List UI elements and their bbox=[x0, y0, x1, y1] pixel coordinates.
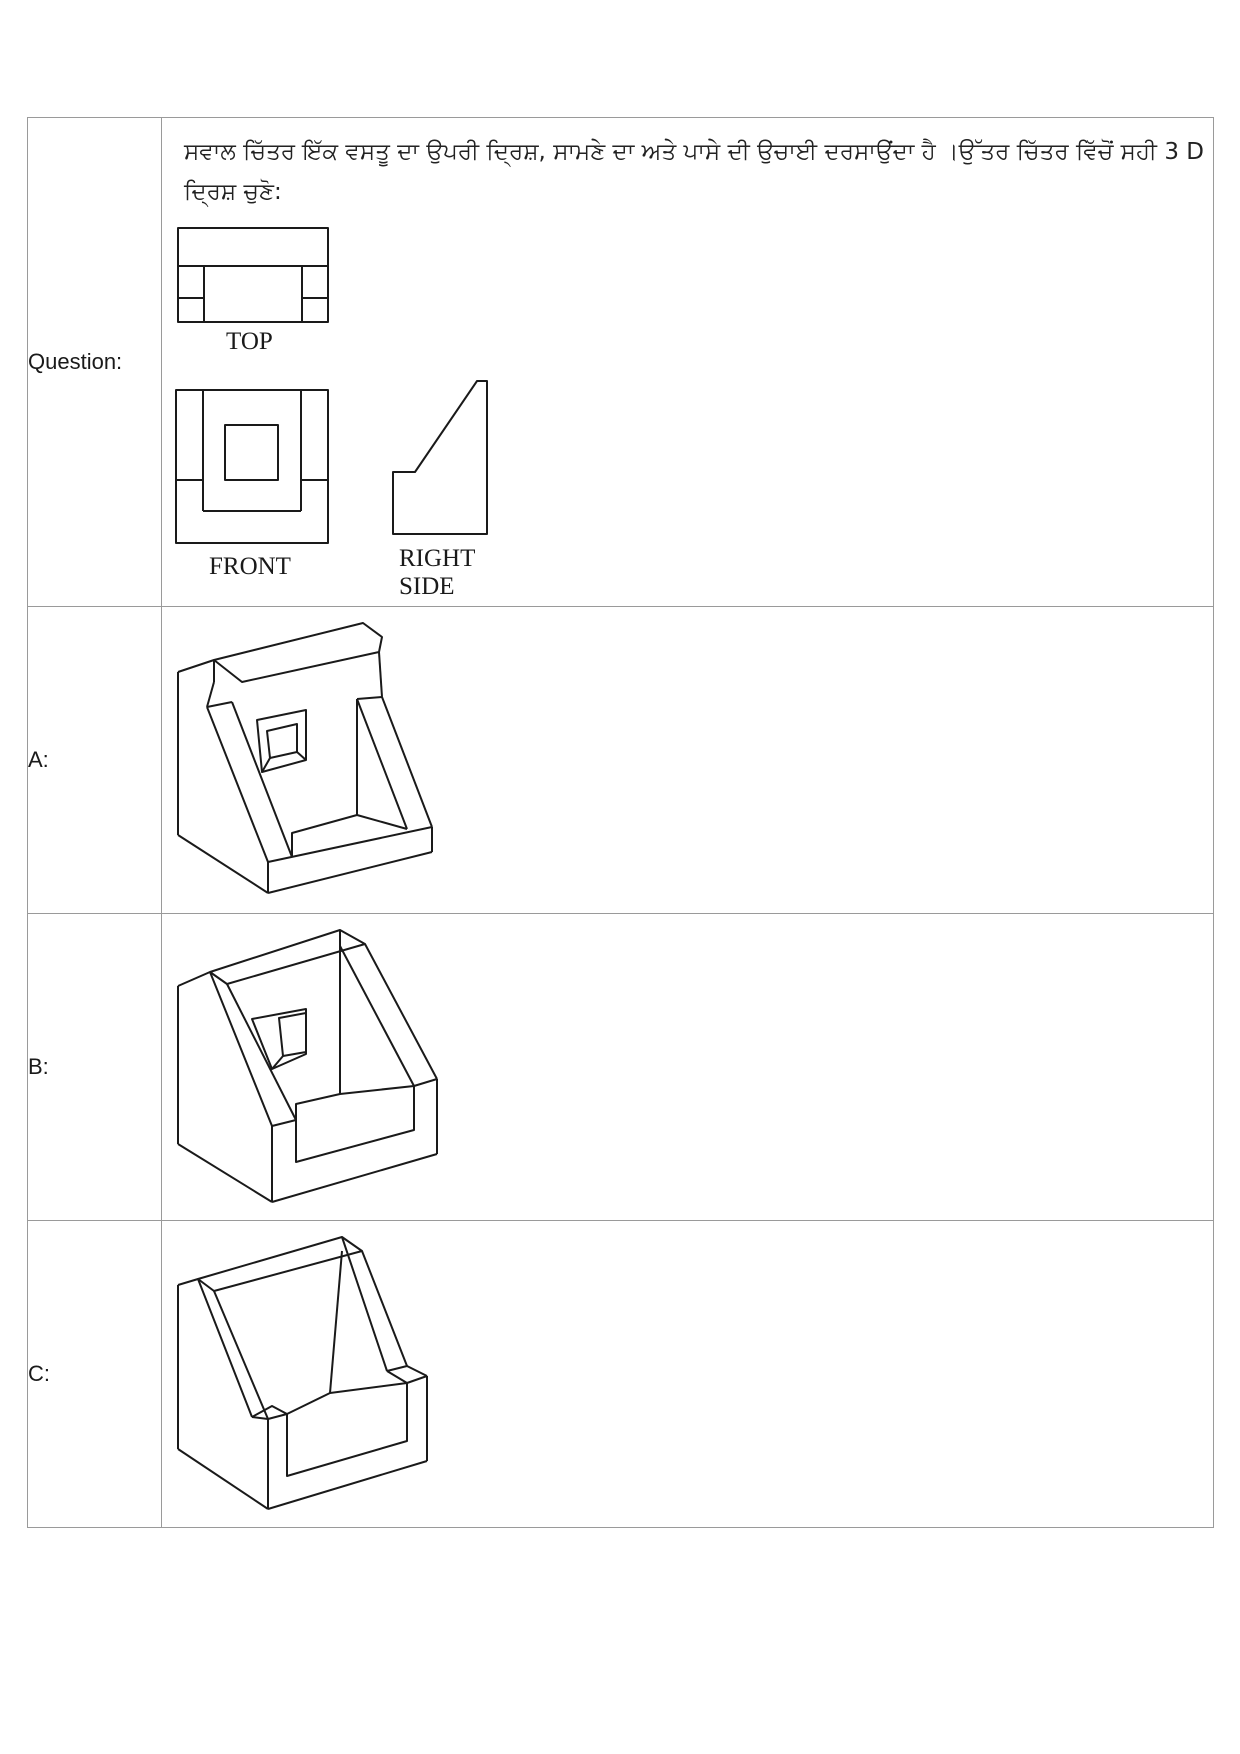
option-b-label: B: bbox=[28, 914, 162, 1221]
option-b-figure bbox=[162, 914, 1212, 1220]
question-table bbox=[27, 117, 1214, 1528]
question-content bbox=[162, 118, 1214, 607]
option-a-label: A: bbox=[28, 607, 162, 914]
question-text: ਸਵਾਲ ਚਿੱਤਰ ਇੱਕ ਵਸਤੂ ਦਾ ਉਪਰੀ ਦ੍ਰਿਸ਼, ਸਾਮਣੇ ਦਾ ਅਤੇ ਪਾਸੇ ਦੀ ਉਚਾਈ ਦਰਸਾਉਂਦਾ ਹੈ ।ਉੱਤਰ ਚਿੱਤਰ ਵਿੱਚੋਂ ਸਹੀ 3 D ਦ੍ਰਿਸ਼ ਚੁਣੋ: bbox=[184, 139, 1204, 205]
option-a-content bbox=[162, 607, 1214, 914]
front-view-drawing bbox=[176, 390, 328, 543]
question-row bbox=[28, 118, 1214, 607]
question-label: Question: bbox=[28, 118, 162, 607]
option-a-isometric-drawing bbox=[178, 623, 432, 893]
option-c-row bbox=[28, 1221, 1214, 1528]
option-a-figure bbox=[162, 607, 1212, 913]
orthographic-views-figure bbox=[162, 118, 1212, 606]
right-side-view-label-line2: SIDE bbox=[399, 573, 455, 600]
option-c-isometric-drawing bbox=[178, 1237, 427, 1509]
option-b-content bbox=[162, 914, 1214, 1221]
top-view-drawing bbox=[178, 228, 328, 322]
option-c-label: C: bbox=[28, 1221, 162, 1528]
right-side-view-label-line1: RIGHT bbox=[399, 545, 476, 572]
option-b-isometric-drawing bbox=[178, 930, 437, 1202]
option-b-row bbox=[28, 914, 1214, 1221]
option-c-figure bbox=[162, 1221, 1212, 1527]
right-side-view-drawing bbox=[393, 381, 487, 534]
option-a-row bbox=[28, 607, 1214, 914]
front-view-label: FRONT bbox=[209, 553, 291, 580]
top-view-label: TOP bbox=[226, 328, 273, 355]
option-c-content bbox=[162, 1221, 1214, 1528]
